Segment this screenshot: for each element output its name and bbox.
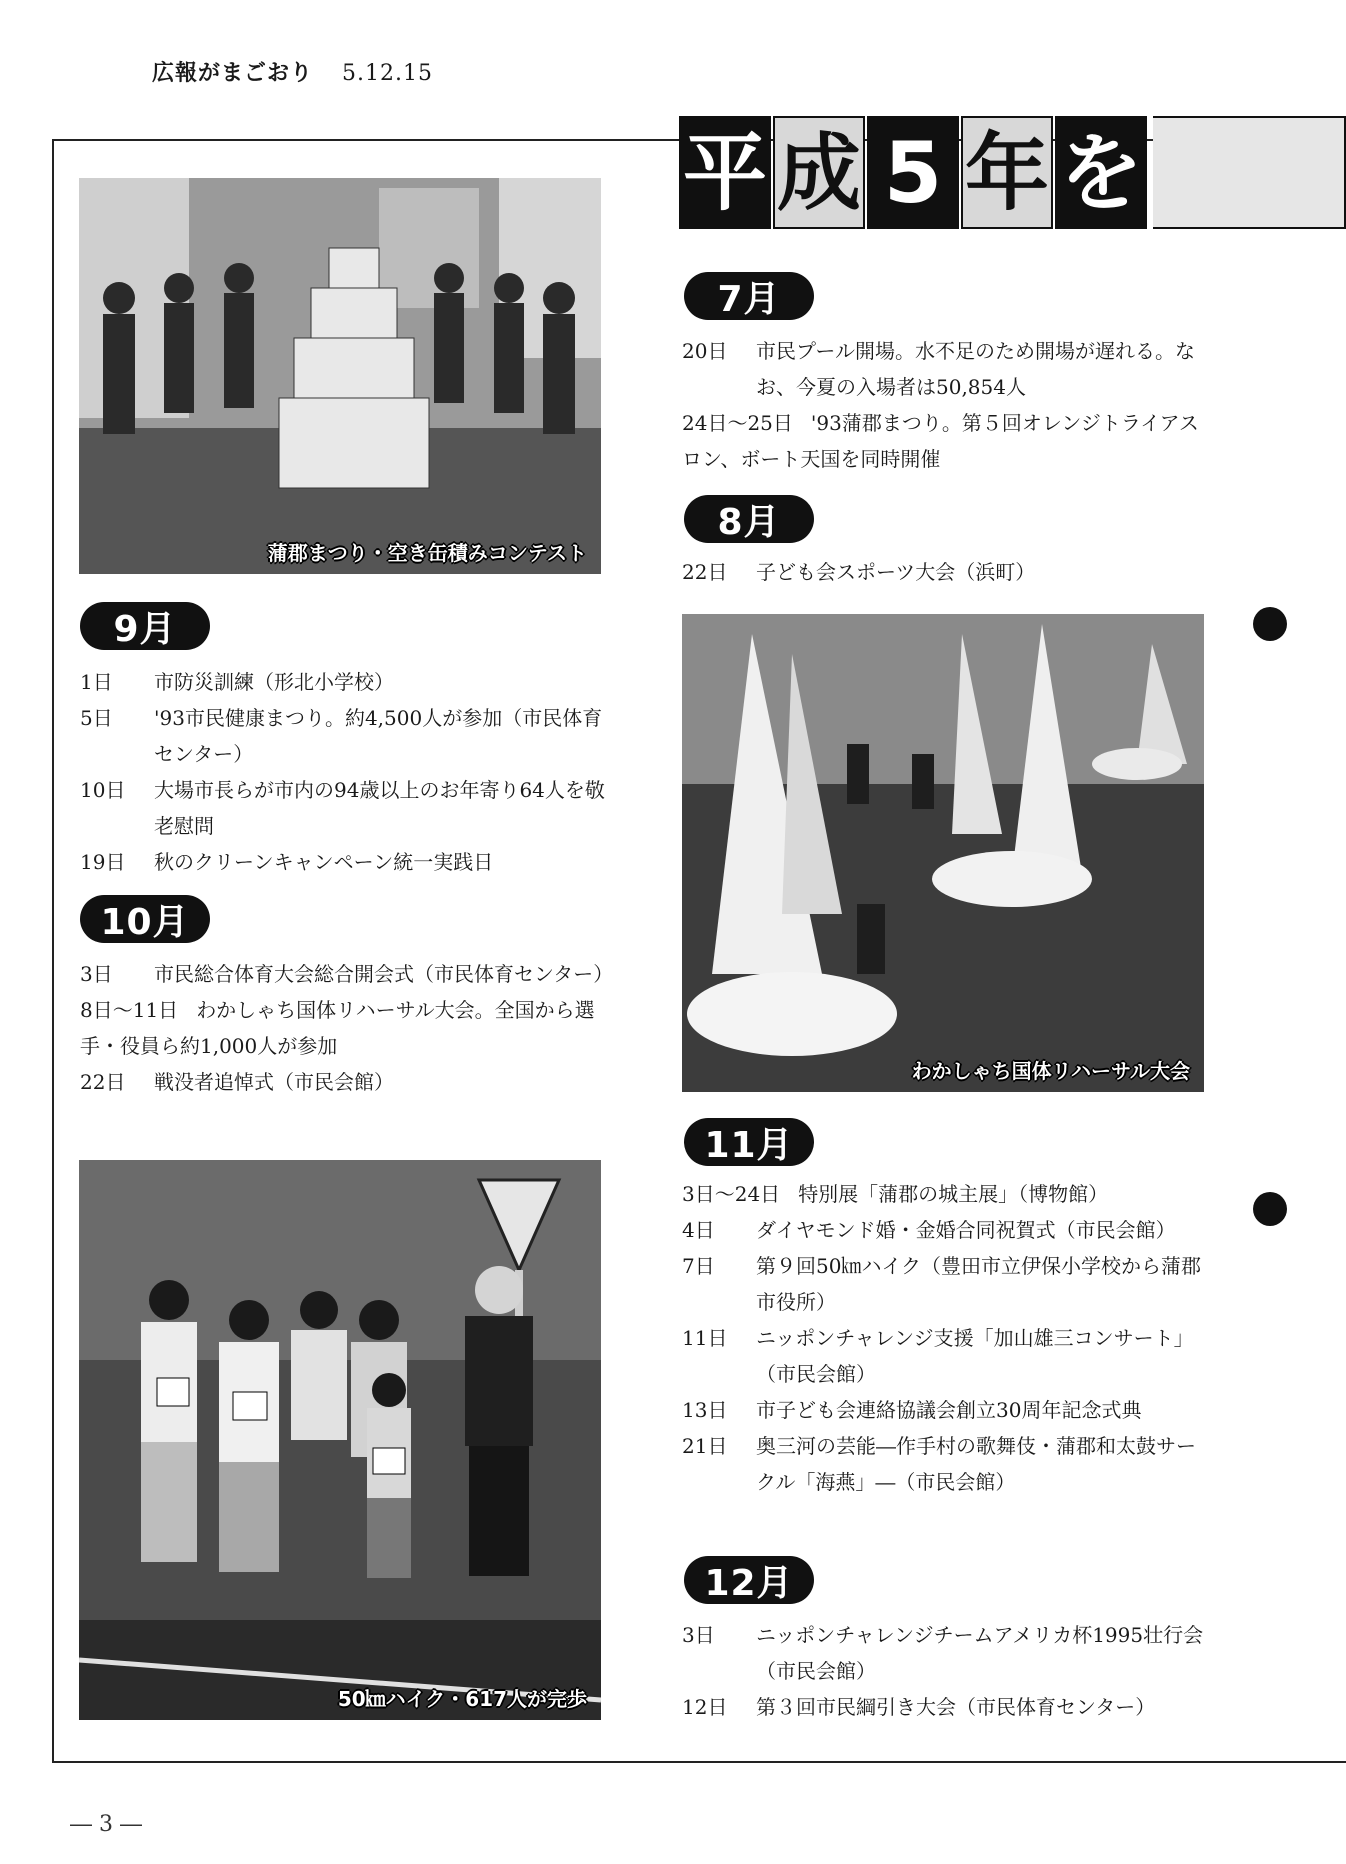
event-text: 第３回市民綱引き大会（市民体育センター）	[756, 1695, 1156, 1719]
november-events	[682, 1176, 1212, 1500]
month-badge-dec: 12月	[684, 1556, 814, 1604]
hike-photo	[79, 1160, 601, 1720]
event-day: 11日	[682, 1326, 728, 1350]
event-text: 特別展「蒲郡の城主展」（博物館）	[798, 1182, 1109, 1206]
event-day: 5日	[80, 706, 113, 730]
event-text: '93蒲郡まつり。第５回オレンジトライアスロン、ボート天国を同時開催	[682, 411, 1199, 471]
title-char: 成	[773, 116, 865, 229]
month-badge-sep: 9月	[80, 602, 210, 650]
event-entry	[80, 992, 610, 1064]
event-day: 22日	[682, 560, 728, 584]
event-day: 21日	[682, 1434, 728, 1458]
bullet-dot-icon	[1253, 1192, 1287, 1226]
yacht-photo-art	[682, 614, 1204, 1092]
event-entry	[80, 772, 610, 844]
event-entry	[682, 554, 1212, 590]
event-text: 市民プール開場。水不足のため開場が遅れる。なお、今夏の入場者は50,854人	[756, 339, 1195, 399]
publication-date: 5.12.15	[342, 61, 433, 86]
publication-header	[152, 56, 433, 87]
month-badge-jul: 7月	[684, 272, 814, 320]
event-day: 8日～11日	[80, 998, 179, 1022]
event-text: ダイヤモンド婚・金婚合同祝賀式（市民会館）	[756, 1218, 1176, 1242]
event-text: 戦没者追悼式（市民会館）	[154, 1070, 394, 1094]
event-entry	[80, 844, 610, 880]
event-day: 1日	[80, 670, 113, 694]
festival-photo	[79, 178, 601, 574]
event-day: 22日	[80, 1070, 126, 1094]
event-entry	[80, 956, 614, 992]
event-day: 7日	[682, 1254, 715, 1278]
event-entry	[80, 700, 610, 772]
event-entry	[682, 1617, 1212, 1689]
event-entry	[682, 1212, 1212, 1248]
bullet-dot-icon	[1253, 607, 1287, 641]
december-events	[682, 1617, 1212, 1725]
event-day: 19日	[80, 850, 126, 874]
event-entry	[682, 333, 1212, 405]
month-badge-aug: 8月	[684, 495, 814, 543]
event-day: 20日	[682, 339, 728, 363]
event-day: 3日	[80, 962, 113, 986]
event-text: 秋のクリーンキャンペーン統一実践日	[154, 850, 494, 874]
event-text: 奥三河の芸能―作手村の歌舞伎・蒲郡和太鼓サークル「海燕」―（市民会館）	[756, 1434, 1196, 1494]
month-badge-nov: 11月	[684, 1118, 814, 1166]
september-events	[80, 664, 610, 880]
july-events	[682, 333, 1212, 477]
title-char: 平	[679, 116, 771, 229]
event-text: わかしゃち国体リハーサル大会。全国から選手・役員ら約1,000人が参加	[80, 998, 595, 1058]
event-entry	[682, 1176, 1212, 1212]
event-text: 市子ども会連絡協議会創立30周年記念式典	[756, 1398, 1142, 1422]
event-day: 12日	[682, 1695, 728, 1719]
publication-name: 広報がまごおり	[152, 61, 314, 86]
august-events	[682, 554, 1212, 590]
title-char: 5	[867, 116, 959, 229]
page-title	[679, 116, 1346, 229]
event-entry	[682, 1320, 1212, 1392]
festival-photo-art	[79, 178, 601, 574]
page-number: ― 3 ―	[70, 1812, 142, 1837]
event-text: 第９回50㎞ハイク（豊田市立伊保小学校から蒲郡市役所）	[756, 1254, 1202, 1314]
event-day: 3日～24日	[682, 1182, 781, 1206]
month-badge-oct: 10月	[80, 895, 210, 943]
event-entry	[682, 1392, 1212, 1428]
event-entry	[80, 1064, 610, 1100]
photo-caption: 蒲郡まつり・空き缶積みコンテスト	[267, 541, 587, 565]
event-text: 市民総合体育大会総合開会式（市民体育センター）	[154, 962, 614, 986]
event-text: 大場市長らが市内の94歳以上のお年寄り64人を敬老慰問	[154, 778, 605, 838]
event-text: '93市民健康まつり。約4,500人が参加（市民体育センター）	[154, 706, 603, 766]
photo-caption: わかしゃち国体リハーサル大会	[911, 1059, 1190, 1083]
photo-caption: 50㎞ハイク・617人が完歩	[337, 1687, 587, 1711]
title-band-end	[1153, 116, 1346, 229]
event-day: 24日～25日	[682, 411, 793, 435]
event-entry	[682, 1248, 1212, 1320]
event-text: 子ども会スポーツ大会（浜町）	[756, 560, 1036, 584]
title-char: を	[1055, 116, 1147, 229]
event-text: ニッポンチャレンジチームアメリカ杯1995壮行会（市民会館）	[756, 1623, 1204, 1683]
event-text: ニッポンチャレンジ支援「加山雄三コンサート」（市民会館）	[756, 1326, 1194, 1386]
event-day: 4日	[682, 1218, 715, 1242]
event-day: 3日	[682, 1623, 715, 1647]
hike-photo-art	[79, 1160, 601, 1720]
yacht-photo	[682, 614, 1204, 1092]
event-entry	[682, 1428, 1212, 1500]
event-text: 市防災訓練（形北小学校）	[154, 670, 394, 694]
event-entry	[682, 405, 1212, 477]
october-events	[80, 956, 614, 1100]
event-entry	[80, 664, 610, 700]
event-entry	[682, 1689, 1212, 1725]
event-day: 13日	[682, 1398, 728, 1422]
event-day: 10日	[80, 778, 126, 802]
title-char: 年	[961, 116, 1053, 229]
